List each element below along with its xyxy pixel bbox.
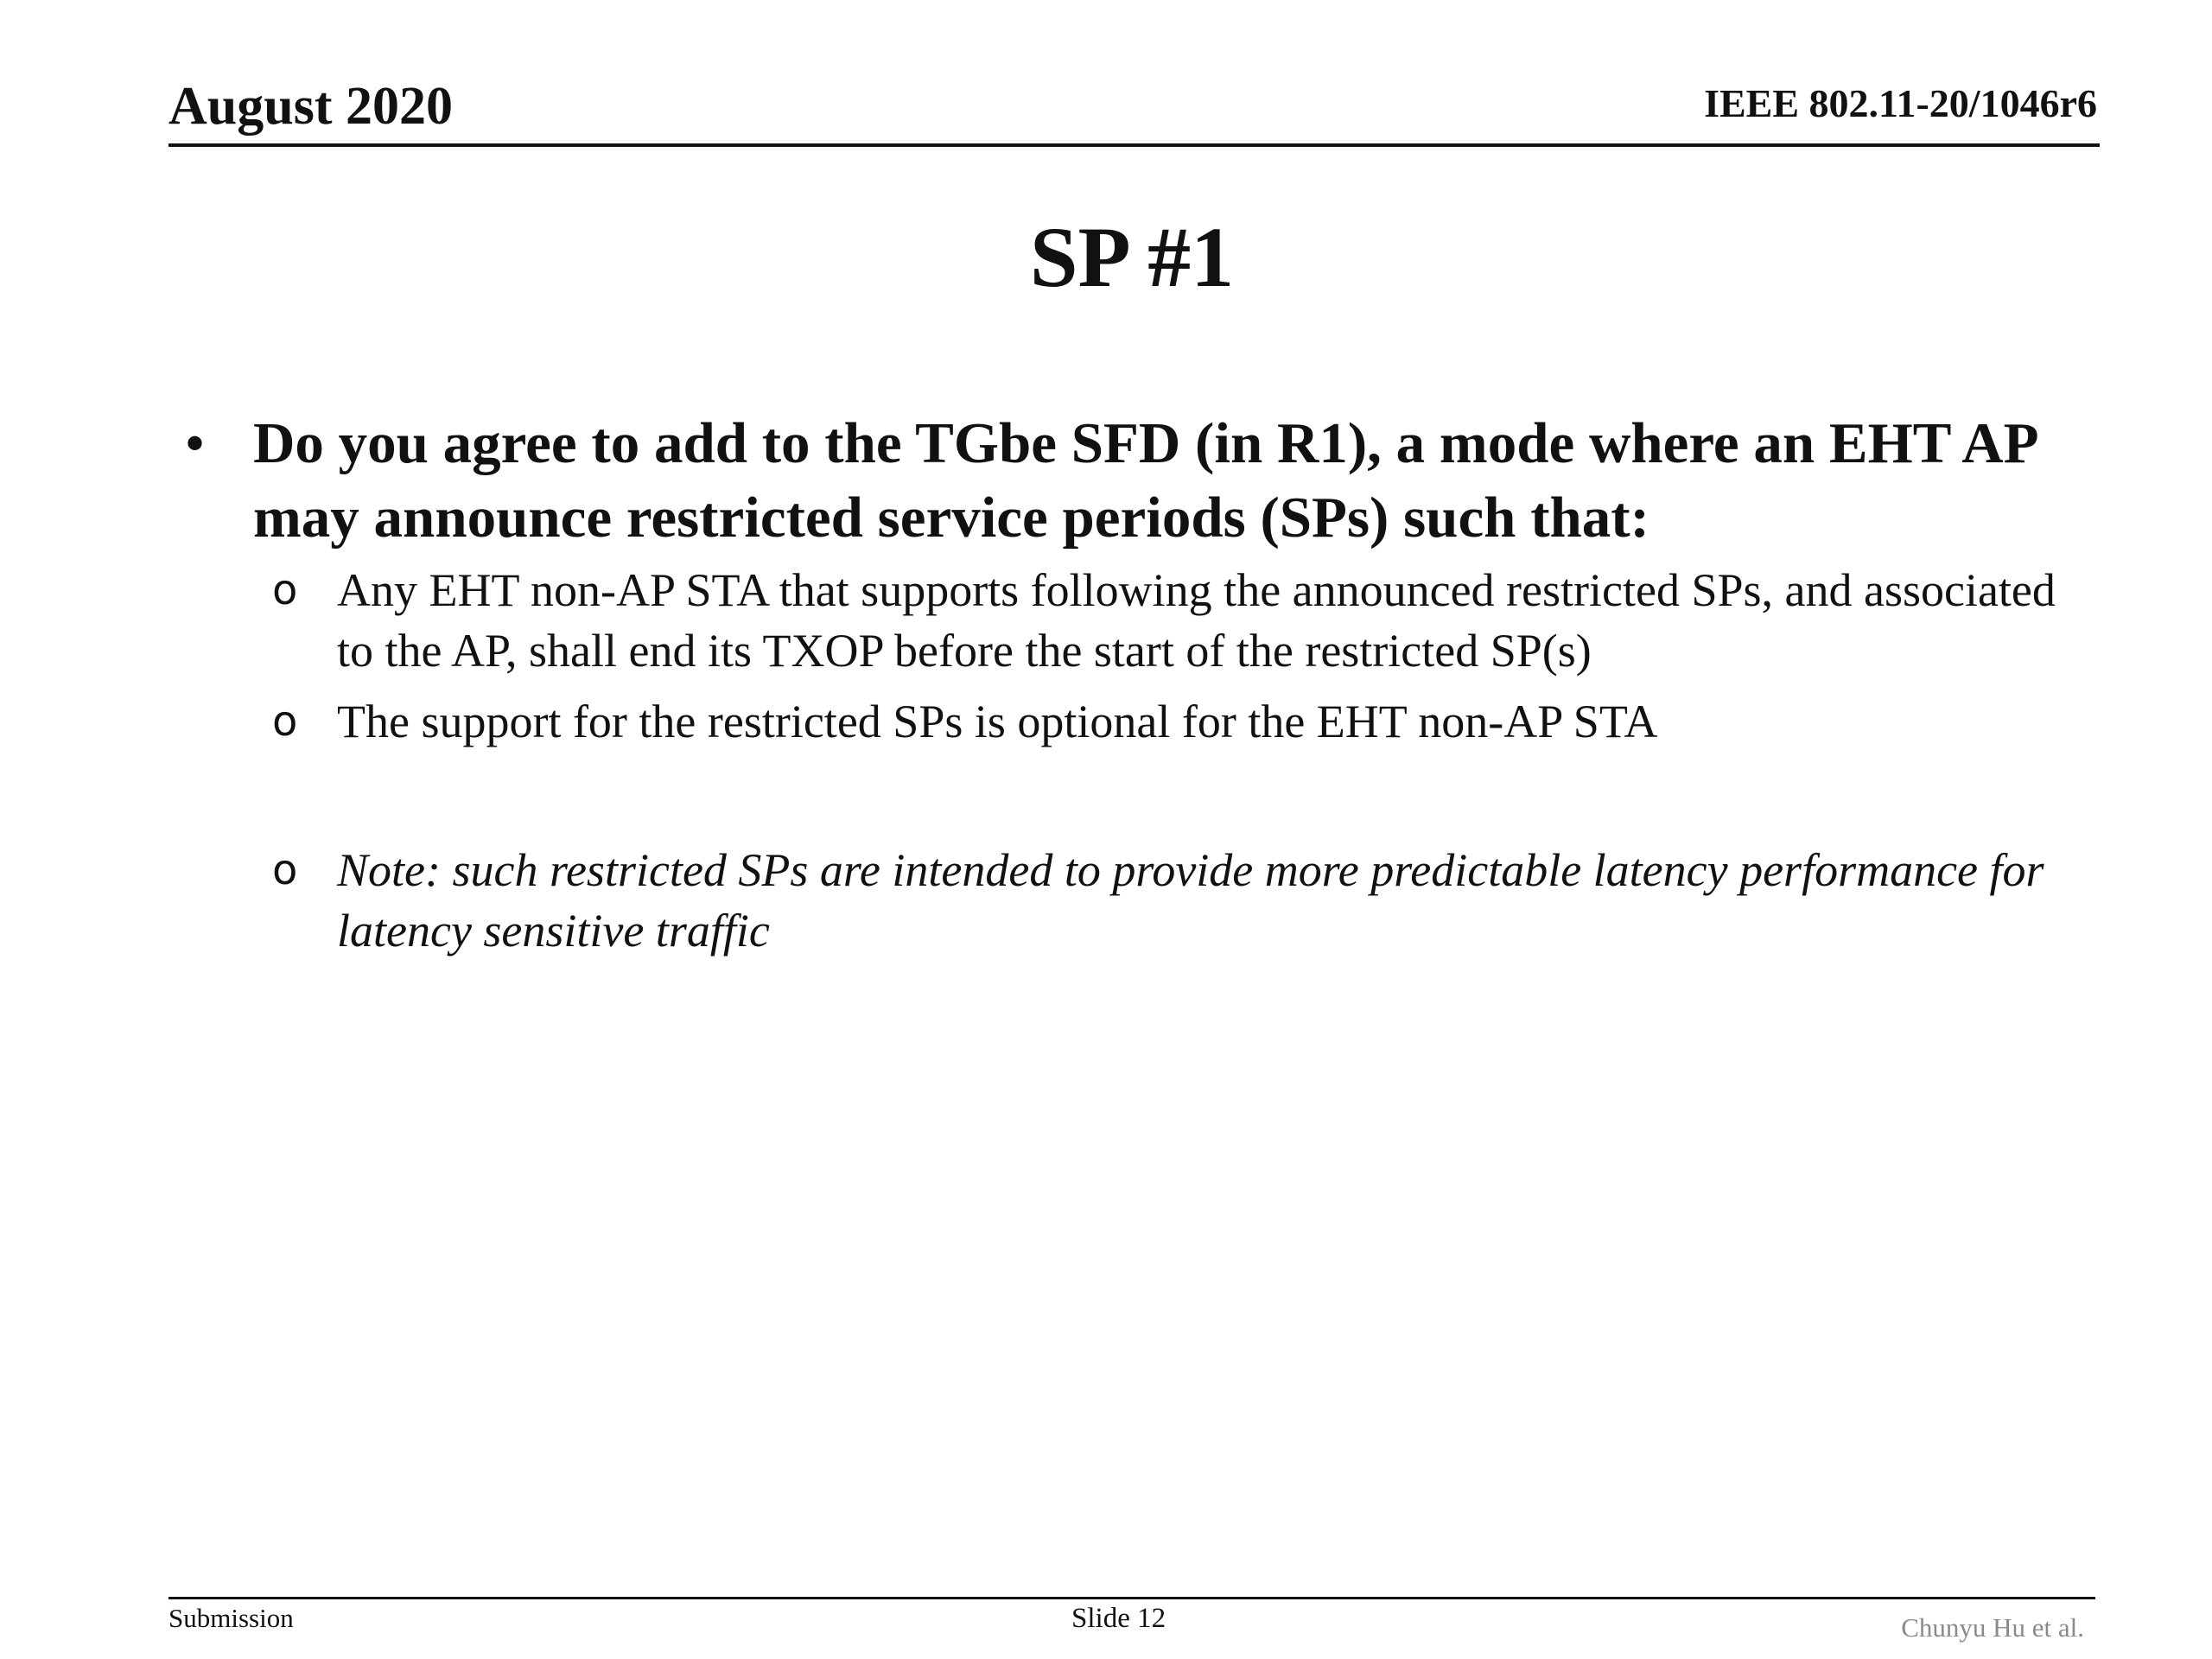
circle-bullet-icon: o	[272, 846, 298, 894]
note-text: Note: such restricted SPs are intended to provide more predictable latency performance for latency sensitive traffic	[337, 844, 2044, 957]
main-bullet-point	[186, 406, 2095, 555]
header-divider	[168, 143, 2100, 147]
slide-number: Slide 12	[1071, 1603, 1166, 1634]
note-bullet-point	[186, 840, 2095, 961]
footer-submission: Submission	[168, 1603, 294, 1633]
circle-bullet-icon: o	[272, 566, 298, 614]
bullet-icon: •	[186, 415, 205, 472]
header-document-id: IEEE 802.11-20/1046r6	[1704, 81, 2097, 125]
header-date: August 2020	[168, 77, 454, 136]
footer-author: Chunyu Hu et al.	[1901, 1612, 2084, 1643]
circle-bullet-icon: o	[272, 697, 298, 746]
footer-divider	[168, 1597, 2095, 1599]
sub-bullet-text: The support for the restricted SPs is optional for the EHT non-AP STA	[337, 696, 1658, 747]
slide-body	[186, 406, 2095, 961]
main-bullet-text: Do you agree to add to the TGbe SFD (in R1), a mode where an EHT AP may announce restricted service periods (SPs) such that:	[253, 411, 2036, 550]
slide-title: SP #1	[1029, 209, 1235, 305]
sub-bullet-point	[186, 560, 2095, 681]
sub-bullet-point	[186, 691, 2095, 752]
sub-bullet-text: Any EHT non-AP STA that supports following the announced restricted SPs, and associated to the AP, shall end its TXOP before the start of the restricted SP(s)	[337, 564, 2056, 677]
